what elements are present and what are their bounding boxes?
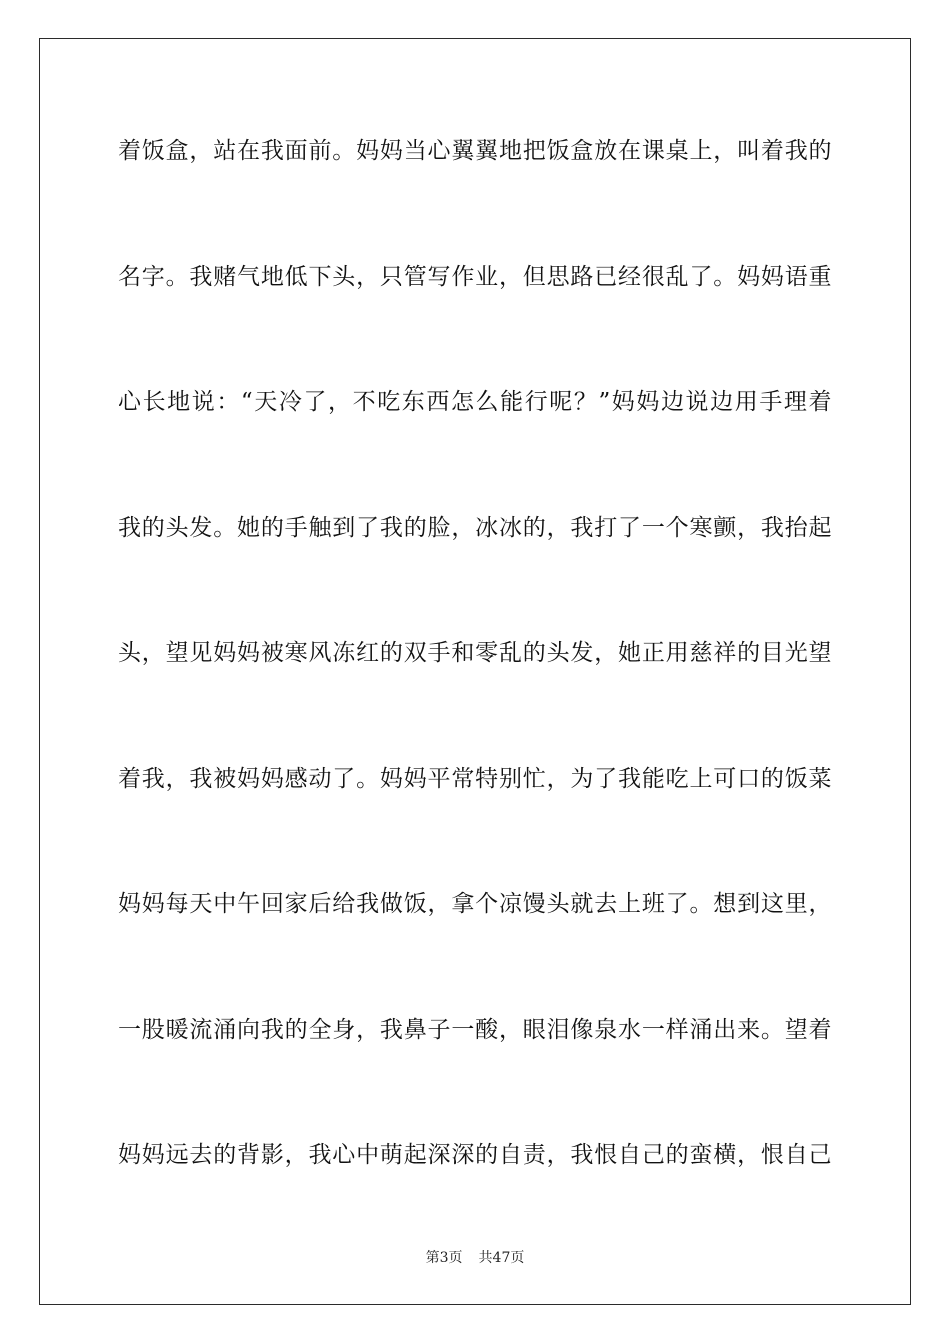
- text-line: 心长地说：“天冷了，不吃东西怎么能行呢？”妈妈边说边用手理着: [118, 389, 832, 415]
- text-line: 一股暖流涌向我的全身，我鼻子一酸，眼泪像泉水一样涌出来。望着: [118, 1016, 832, 1043]
- page-total: 共47页: [478, 1250, 525, 1266]
- text-line: 我的头发。她的手触到了我的脸，冰冰的，我打了一个寒颤，我抬起: [118, 514, 832, 541]
- text-line: 头，望见妈妈被寒风冻红的双手和零乱的头发，她正用慈祥的目光望: [118, 640, 832, 666]
- body-text: [118, 125, 832, 1255]
- text-line: 名字。我赌气地低下头，只管写作业，但思路已经很乱了。妈妈语重: [118, 263, 832, 290]
- text-line: 妈妈每天中午回家后给我做饭，拿个凉馒头就去上班了。想到这里，: [118, 891, 832, 917]
- text-line: 着我，我被妈妈感动了。妈妈平常特别忙，为了我能吃上可口的饭菜: [118, 765, 832, 792]
- text-line: 妈妈远去的背影，我心中萌起深深的自责，我恨自己的蛮横，恨自己: [118, 1142, 832, 1168]
- page-footer: [0, 1247, 950, 1267]
- text-line: 着饭盒，站在我面前。妈妈当心翼翼地把饭盒放在课桌上，叫着我的: [118, 138, 832, 164]
- page-number: 第3页: [425, 1250, 463, 1266]
